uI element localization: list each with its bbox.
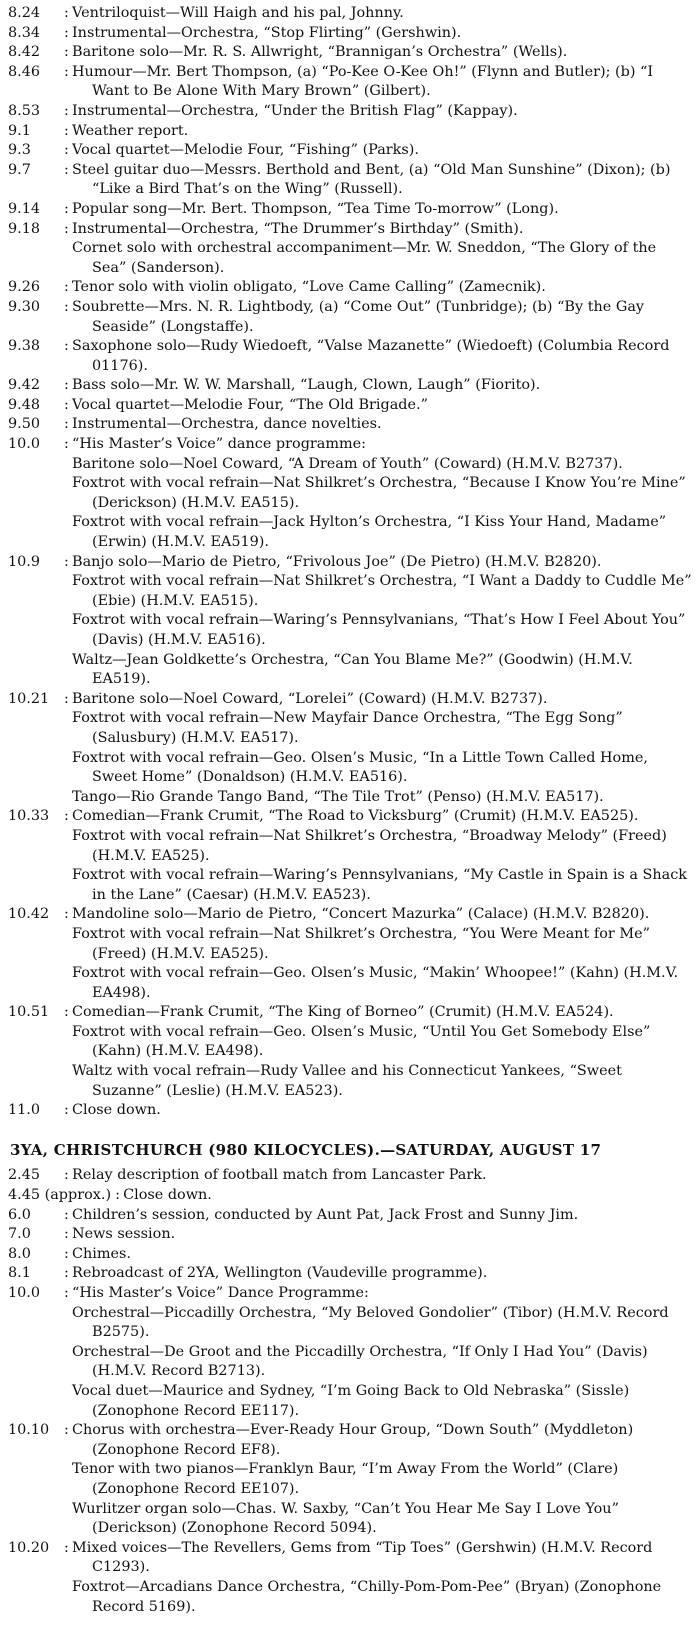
- entry-time: 8.46: [8, 63, 41, 80]
- entry-text: Foxtrot—Arcadians Dance Orchestra, “Chilly-Pom-Pom-Pee” (Bryan) (Zonophone Record 5169).: [72, 1578, 662, 1615]
- programme-entry: [8, 122, 692, 142]
- entry-separator: :: [64, 1167, 69, 1184]
- entry-time: 9.38: [8, 338, 41, 355]
- entry-text: Rebroadcast of 2YA, Wellington (Vaudeville programme).: [72, 1265, 488, 1282]
- entry-separator: :: [64, 1004, 69, 1021]
- entry-text: “His Master’s Voice” Dance Programme:: [72, 1285, 369, 1301]
- entry-separator: :: [64, 220, 69, 237]
- entry-text: Instrumental—Orchestra, “The Drummer’s Birthday” (Smith).: [72, 220, 524, 237]
- entry-separator: :: [64, 102, 69, 119]
- programme-entry: [72, 239, 692, 278]
- entry-time: 9.14: [8, 200, 41, 217]
- entry-text: Foxtrot with vocal refrain—Nat Shilkret’s Orchestra, “I Want a Daddy to Cuddle Me” (Ebie) (H.M.V. EA515).: [72, 573, 692, 609]
- programme-entry: [72, 1500, 692, 1539]
- entry-text: Waltz with vocal refrain—Rudy Vallee and his Connecticut Yankees, “Sweet Suzanne” (Leslie) (H.M.V. EA523).: [72, 1063, 622, 1099]
- programme-entry: [8, 415, 692, 435]
- programme-entry: [8, 43, 692, 63]
- entry-time: 4.45 (approx.): [8, 1187, 112, 1204]
- entry-text: Children’s session, conducted by Aunt Pat, Jack Frost and Sunny Jim.: [72, 1206, 579, 1223]
- entry-separator: :: [64, 44, 69, 61]
- entry-separator: :: [115, 1187, 120, 1204]
- entry-separator: :: [64, 122, 69, 139]
- entry-text: Comedian—Frank Crumit, “The Road to Vicksburg” (Crumit) (H.M.V. EA525).: [72, 808, 639, 825]
- entry-time: 10.10: [8, 1422, 50, 1439]
- entry-text: Close down.: [123, 1187, 212, 1204]
- entry-time: 10.21: [8, 690, 50, 707]
- programme-entry: [72, 513, 692, 552]
- programme-entry: [8, 337, 692, 376]
- entry-separator: :: [64, 808, 69, 825]
- entry-time: 10.20: [8, 1539, 50, 1556]
- entry-separator: :: [64, 436, 69, 453]
- entry-text: Foxtrot with vocal refrain—Nat Shilkret’s Orchestra, “Broadway Melody” (Freed) (H.M.V. EA525).: [72, 827, 667, 864]
- entry-time: 9.42: [8, 377, 41, 394]
- entry-text: Foxtrot with vocal refrain—New Mayfair Dance Orchestra, “The Egg Song” (Salusbury) (H.M.V. EA517).: [72, 710, 623, 746]
- entry-text: Foxtrot with vocal refrain—Waring’s Pennsylvanians, “My Castle in Spain is a Shack in the Lane” (Caesar) (H.M.V. EA523).: [72, 867, 688, 903]
- entry-text: Foxtrot with vocal refrain—Nat Shilkret’s Orchestra, “You Were Meant for Me” (Freed) (H.M.V. EA525).: [72, 925, 650, 962]
- entry-text: Foxtrot with vocal refrain—Geo. Olsen’s Music, “Until You Get Somebody Else” (Kahn) (H.M.V. EA498).: [72, 1023, 651, 1060]
- programme-entry: [8, 1421, 692, 1460]
- entry-text: Wurlitzer organ solo—Chas. W. Saxby, “Can’t You Hear Me Say I Love You” (Derickson) (Zonophone Record 5094).: [72, 1500, 619, 1537]
- entry-time: 2.45: [8, 1167, 41, 1184]
- entry-text: Instrumental—Orchestra, dance novelties.: [72, 416, 382, 433]
- programme-entry: [8, 4, 692, 24]
- programme-section-3ya: [8, 1166, 692, 1617]
- entry-separator: :: [64, 142, 69, 159]
- programme-entry: [72, 572, 692, 611]
- programme-entry: [8, 807, 692, 827]
- entry-separator: :: [64, 1226, 69, 1243]
- programme-entry: [8, 298, 692, 337]
- entry-text: Mandoline solo—Mario de Pietro, “Concert Mazurka” (Calace) (H.M.V. B2820).: [72, 906, 650, 923]
- programme-entry: [72, 1062, 692, 1101]
- entry-time: 8.42: [8, 44, 41, 61]
- programme-entry: [8, 905, 692, 925]
- entry-separator: :: [64, 396, 69, 413]
- entry-text: Chorus with orchestra—Ever-Ready Hour Group, “Down South” (Myddleton) (Zonophone Record EF8).: [72, 1422, 634, 1458]
- entry-time: 10.9: [8, 553, 41, 570]
- programme-entry: [8, 102, 692, 122]
- programme-entry: [8, 1264, 692, 1284]
- entry-time: 9.26: [8, 279, 41, 296]
- programme-entry: [8, 396, 692, 416]
- programme-entry: [72, 866, 692, 905]
- entry-text: Baritone solo—Noel Coward, “Lorelei” (Coward) (H.M.V. B2737).: [72, 690, 548, 707]
- programme-entry: [8, 1539, 692, 1578]
- programme-entry: [72, 611, 692, 650]
- entry-separator: :: [64, 906, 69, 923]
- programme-section-2ya: [8, 4, 692, 1121]
- entry-time: 10.51: [8, 1004, 50, 1021]
- programme-entry: [72, 788, 692, 808]
- programme-entry: [8, 24, 692, 44]
- entry-text: Foxtrot with vocal refrain—Jack Hylton’s Orchestra, “I Kiss Your Hand, Madame” (Erwin) (H.M.V. EA519).: [72, 514, 667, 551]
- entry-time: 8.24: [8, 5, 41, 21]
- entry-time: 9.18: [8, 220, 41, 237]
- entry-text: Close down.: [72, 1102, 161, 1119]
- programme-entry: [72, 1382, 692, 1421]
- entry-time: 8.34: [8, 24, 41, 41]
- entry-time: 8.1: [8, 1265, 31, 1282]
- programme-entry: [8, 1206, 692, 1226]
- entry-text: Steel guitar duo—Messrs. Berthold and Bent, (a) “Old Man Sunshine” (Dixon); (b) “Like a Bird That’s on the Wing” (Russell).: [72, 161, 671, 198]
- programme-entry: [72, 651, 692, 690]
- entry-text: Orchestral—Piccadilly Orchestra, “My Beloved Gondolier” (Tibor) (H.M.V. Record B2575).: [72, 1304, 669, 1341]
- entry-separator: :: [64, 200, 69, 217]
- entry-text: Orchestral—De Groot and the Piccadilly Orchestra, “If Only I Had You” (Davis) (H.M.V. Record B2713).: [72, 1343, 648, 1380]
- entry-text: News session.: [72, 1226, 176, 1243]
- entry-separator: :: [64, 1422, 69, 1439]
- entry-text: Chimes.: [72, 1245, 132, 1262]
- entry-text: Instrumental—Orchestra, “Under the British Flag” (Kappay).: [72, 102, 518, 119]
- entry-separator: :: [64, 298, 69, 315]
- entry-text: Soubrette—Mrs. N. R. Lightbody, (a) “Come Out” (Tunbridge); (b) “By the Gay Seaside” (Longstaffe).: [72, 298, 645, 335]
- programme-entry: [72, 827, 692, 866]
- entry-separator: :: [64, 5, 69, 21]
- entry-time: 10.0: [8, 436, 41, 453]
- entry-time: 10.0: [8, 1285, 41, 1301]
- programme-entry: [72, 1304, 692, 1343]
- programme-entry: [8, 278, 692, 298]
- entry-separator: :: [64, 553, 69, 570]
- entry-text: Vocal quartet—Melodie Four, “The Old Brigade.”: [72, 396, 428, 413]
- entry-separator: :: [64, 690, 69, 707]
- entry-separator: :: [64, 24, 69, 41]
- entry-time: 9.30: [8, 298, 41, 315]
- entry-separator: :: [64, 161, 69, 178]
- programme-entry: [8, 376, 692, 396]
- programme-entry: [72, 709, 692, 748]
- programme-entry: [8, 435, 692, 455]
- entry-time: 9.48: [8, 396, 41, 413]
- programme-entry: [72, 1023, 692, 1062]
- entry-text: Cornet solo with orchestral accompaniment—Mr. W. Sneddon, “The Glory of the Sea” (Sanderson).: [72, 240, 657, 276]
- programme-entry: [8, 1284, 692, 1304]
- entry-separator: :: [64, 1285, 69, 1301]
- programme-entry: [72, 964, 692, 1003]
- entry-separator: :: [64, 63, 69, 80]
- entry-text: Popular song—Mr. Bert. Thompson, “Tea Time To-morrow” (Long).: [72, 200, 559, 217]
- entry-text: Vocal duet—Maurice and Sydney, “I’m Going Back to Old Nebraska” (Sissle) (Zonophone Record EE117).: [72, 1382, 630, 1419]
- programme-entry: [8, 1003, 692, 1023]
- programme-entry: [8, 690, 692, 710]
- entry-text: Foxtrot with vocal refrain—Geo. Olsen’s Music, “Makin’ Whoopee!” (Kahn) (H.M.V. EA498).: [72, 965, 679, 1001]
- station-heading: 3YA, CHRISTCHURCH (980 KILOCYCLES).—SATURDAY, AUGUST 17: [10, 1140, 602, 1159]
- entry-time: 9.3: [8, 142, 31, 159]
- entry-text: Tenor solo with violin obligato, “Love Came Calling” (Zamecnik).: [72, 279, 546, 296]
- entry-text: Waltz—Jean Goldkette’s Orchestra, “Can You Blame Me?” (Goodwin) (H.M.V. EA519).: [72, 651, 633, 688]
- programme-entry: [72, 749, 692, 788]
- entry-text: Vocal quartet—Melodie Four, “Fishing” (Parks).: [72, 142, 419, 159]
- programme-entry: [72, 1578, 692, 1617]
- entry-time: 8.0: [8, 1245, 31, 1262]
- entry-text: Foxtrot with vocal refrain—Geo. Olsen’s Music, “In a Little Town Called Home, Sweet Home” (Donaldson) (H.M.V. EA516).: [72, 749, 648, 786]
- entry-text: Tango—Rio Grande Tango Band, “The Tile Trot” (Penso) (H.M.V. EA517).: [72, 788, 604, 805]
- programme-entry: [8, 220, 692, 240]
- programme-entry: [72, 474, 692, 513]
- programme-entry: [72, 455, 692, 475]
- entry-time: 9.50: [8, 416, 41, 433]
- entry-text: Foxtrot with vocal refrain—Nat Shilkret’s Orchestra, “Because I Know You’re Mine” (Derickson) (H.M.V. EA515).: [72, 475, 686, 511]
- entry-text: Banjo solo—Mario de Pietro, “Frivolous Joe” (De Pietro) (H.M.V. B2820).: [72, 553, 602, 570]
- entry-text: Comedian—Frank Crumit, “The King of Borneo” (Crumit) (H.M.V. EA524).: [72, 1004, 614, 1021]
- programme-entry: [8, 553, 692, 573]
- programme-entry: [8, 1186, 692, 1206]
- programme-entry: [8, 1101, 692, 1121]
- entry-separator: :: [64, 1265, 69, 1282]
- entry-separator: :: [64, 1102, 69, 1119]
- programme-entry: [72, 1343, 692, 1382]
- programme-entry: [8, 141, 692, 161]
- entry-text: Weather report.: [72, 122, 189, 139]
- entry-separator: :: [64, 279, 69, 296]
- programme-entry: [8, 161, 692, 200]
- entry-time: 7.0: [8, 1226, 31, 1243]
- entry-text: Baritone solo—Noel Coward, “A Dream of Youth” (Coward) (H.M.V. B2737).: [72, 455, 623, 472]
- programme-entry: [8, 63, 692, 102]
- entry-text: Instrumental—Orchestra, “Stop Flirting” (Gershwin).: [72, 24, 462, 41]
- entry-separator: :: [64, 1539, 69, 1556]
- entry-text: Bass solo—Mr. W. W. Marshall, “Laugh, Clown, Laugh” (Fiorito).: [72, 377, 541, 394]
- entry-time: 9.1: [8, 122, 31, 139]
- entry-separator: :: [64, 1206, 69, 1223]
- entry-separator: :: [64, 416, 69, 433]
- entry-text: “His Master’s Voice” dance programme:: [72, 436, 367, 453]
- programme-entry: [8, 200, 692, 220]
- entry-text: Humour—Mr. Bert Thompson, (a) “Po-Kee O-Kee Oh!” (Flynn and Butler); (b) “I Want to Be Alone With Mary Brown” (Gilbert).: [72, 63, 654, 100]
- programme-entry: [8, 1166, 692, 1186]
- entry-separator: :: [64, 1245, 69, 1262]
- entry-time: 6.0: [8, 1206, 31, 1223]
- entry-text: Baritone solo—Mr. R. S. Allwright, “Brannigan’s Orchestra” (Wells).: [72, 44, 568, 61]
- entry-text: Foxtrot with vocal refrain—Waring’s Pennsylvanians, “That’s How I Feel About You” (Davis) (H.M.V. EA516).: [72, 612, 686, 648]
- entry-text: Saxophone solo—Rudy Wiedoeft, “Valse Mazanette” (Wiedoeft) (Columbia Record 01176).: [72, 338, 670, 374]
- entry-text: Ventriloquist—Will Haigh and his pal, Johnny.: [72, 5, 404, 21]
- programme-entry: [72, 925, 692, 964]
- entry-time: 10.42: [8, 906, 50, 923]
- entry-text: Relay description of football match from Lancaster Park.: [72, 1167, 487, 1184]
- entry-time: 10.33: [8, 808, 50, 825]
- programme-entry: [72, 1460, 692, 1499]
- entry-separator: :: [64, 377, 69, 394]
- entry-text: Mixed voices—The Revellers, Gems from “Tip Toes” (Gershwin) (H.M.V. Record C1293).: [72, 1539, 653, 1576]
- entry-time: 8.53: [8, 102, 41, 119]
- entry-time: 9.7: [8, 161, 31, 178]
- entry-time: 11.0: [8, 1102, 41, 1119]
- entry-separator: :: [64, 338, 69, 355]
- entry-text: Tenor with two pianos—Franklyn Baur, “I’m Away From the World” (Clare) (Zonophone Record EE107).: [72, 1461, 619, 1497]
- programme-entry: [8, 1245, 692, 1265]
- programme-entry: [8, 1225, 692, 1245]
